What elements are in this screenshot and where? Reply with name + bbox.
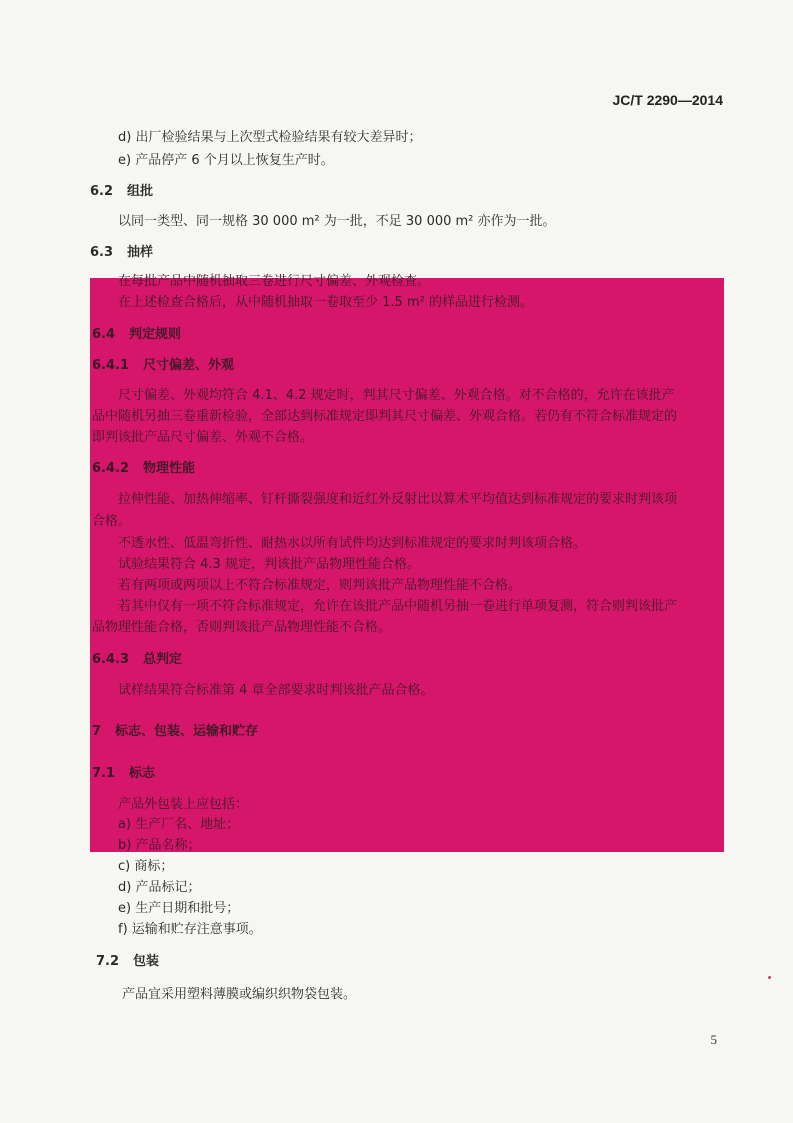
section-number: 6.4.1 [92, 358, 130, 373]
chapter-heading-7 [92, 723, 258, 741]
paragraph: 若其中仅有一项不符合标准规定，允许在该批产品中随机另抽一卷进行单项复测，符合则判该批产 [118, 599, 678, 614]
paragraph: 在每批产品中随机抽取三卷进行尺寸偏差、外观检查。 [118, 274, 431, 289]
section-heading-7-2 [96, 953, 159, 971]
paragraph: 尺寸偏差、外观均符合 4.1、4.2 规定时，判其尺寸偏差、外观合格。对不合格的，允许在该批产 [118, 388, 675, 403]
section-title: 标志 [129, 766, 156, 781]
section-title: 标志、包装、运输和贮存 [115, 724, 259, 739]
section-heading-6-4-2 [92, 460, 195, 478]
section-heading-6-4-3 [92, 651, 182, 669]
paragraph: 即判该批产品尺寸偏差、外观不合格。 [92, 430, 314, 445]
list-item-e: e) 生产日期和批号； [118, 901, 240, 916]
section-title: 判定规则 [129, 327, 182, 342]
paragraph: 拉伸性能、加热伸缩率、钉杆撕裂强度和近红外反射比以算术平均值达到标准规定的要求时判该项 [118, 492, 678, 507]
section-heading-6-3 [90, 244, 153, 262]
section-number: 6.2 [90, 184, 114, 199]
list-item-d: d) 出厂检验结果与上次型式检验结果有较大差异时； [118, 130, 422, 145]
standard-code: JC/T 2290—2014 [612, 92, 723, 108]
paragraph: 合格。 [92, 514, 132, 529]
paragraph: 以同一类型、同一规格 30 000 m² 为一批，不足 30 000 m² 亦作为一批。 [118, 214, 556, 229]
paragraph: 试验结果符合 4.3 规定，判该批产品物理性能合格。 [118, 557, 420, 572]
paragraph: 品中随机另抽三卷重新检验，全部达到标准规定即判其尺寸偏差、外观合格。若仍有不符合标准规定的 [92, 409, 678, 424]
section-number: 6.4.3 [92, 652, 130, 667]
section-title: 总判定 [143, 652, 183, 667]
section-number: 6.3 [90, 245, 114, 260]
section-title: 抽样 [127, 245, 154, 260]
section-heading-6-2 [90, 183, 153, 201]
page-number: 5 [710, 1032, 717, 1047]
section-title: 包装 [133, 954, 160, 969]
list-item-f: f) 运输和贮存注意事项。 [118, 922, 262, 937]
section-number: 6.4 [92, 327, 116, 342]
paragraph: 若有两项或两项以上不符合标准规定，则判该批产品物理性能不合格。 [118, 578, 522, 593]
list-item-c: c) 商标； [118, 859, 174, 874]
section-number: 6.4.2 [92, 461, 130, 476]
paragraph: 产品宜采用塑料薄膜或编织织物袋包装。 [122, 987, 357, 1002]
list-item-d: d) 产品标记； [118, 880, 201, 895]
paragraph: 品物理性能合格，否则判该批产品物理性能不合格。 [92, 620, 392, 635]
section-heading-6-4-1 [92, 357, 234, 375]
section-title: 尺寸偏差、外观 [143, 358, 235, 373]
section-title: 物理性能 [143, 461, 196, 476]
section-number: 7 [92, 724, 102, 739]
section-heading-7-1 [92, 765, 155, 783]
section-number: 7.2 [96, 954, 120, 969]
paragraph: 在上述检查合格后，从中随机抽取一卷取至少 1.5 m² 的样品进行检测。 [118, 295, 533, 310]
list-item-a: a) 生产厂名、地址； [118, 817, 240, 832]
scan-speck [768, 976, 771, 979]
list-item-e: e) 产品停产 6 个月以上恢复生产时。 [118, 153, 334, 168]
section-heading-6-4 [92, 326, 181, 344]
section-title: 组批 [127, 184, 154, 199]
paragraph: 试样结果符合标准第 4 章全部要求时判该批产品合格。 [118, 683, 434, 698]
section-number: 7.1 [92, 766, 116, 781]
paragraph: 不透水性、低温弯折性、耐热水以所有试件均达到标准规定的要求时判该项合格。 [118, 536, 587, 551]
list-item-b: b) 产品名称； [118, 838, 201, 853]
paragraph: 产品外包装上应包括： [118, 797, 249, 812]
